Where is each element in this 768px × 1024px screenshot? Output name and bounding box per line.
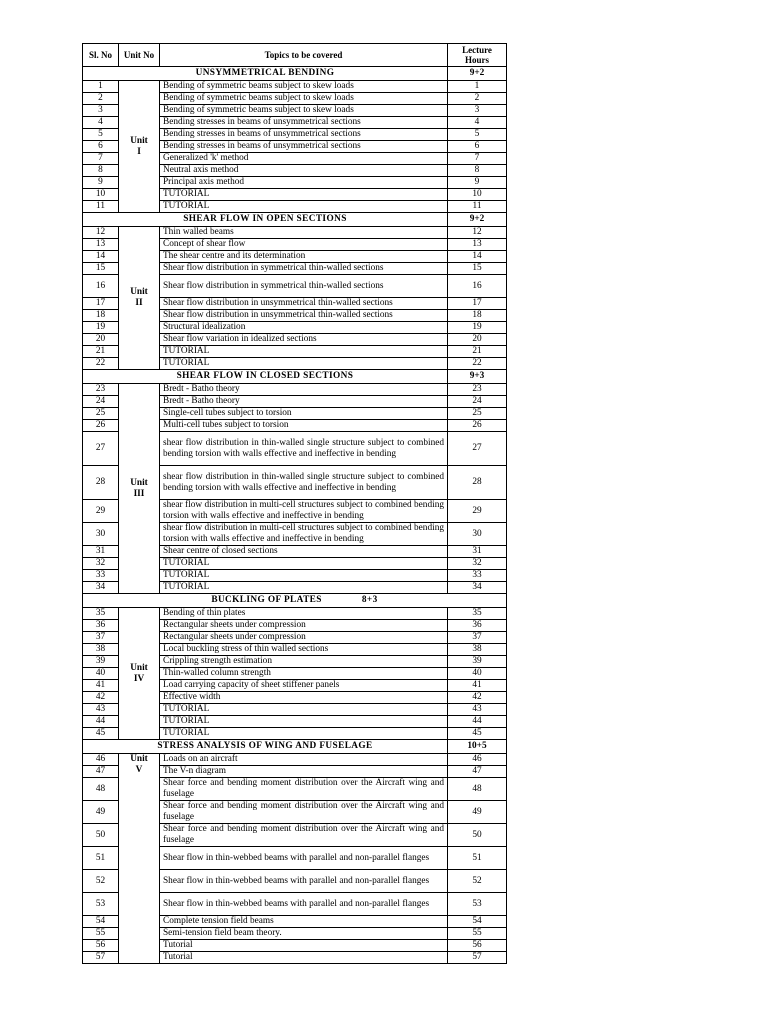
lecture-hour-cell: 38 [448, 644, 507, 656]
sl-no-cell: 32 [83, 558, 119, 570]
lecture-hour-cell: 32 [448, 558, 507, 570]
lecture-hour-cell: 31 [448, 546, 507, 558]
lecture-hour-cell: 42 [448, 692, 507, 704]
topic-cell: Local buckling stress of thin walled sections [160, 644, 448, 656]
topic-cell: Load carrying capacity of sheet stiffener panels [160, 680, 448, 692]
lecture-hour-cell: 45 [448, 728, 507, 740]
lecture-hour-cell: 25 [448, 408, 507, 420]
topic-cell: Semi-tension field beam theory. [160, 928, 448, 940]
topic-cell: Shear force and bending moment distribution over the Aircraft wing and fuselage [160, 801, 448, 824]
sl-no-cell: 9 [83, 177, 119, 189]
lecture-hour-cell: 5 [448, 129, 507, 141]
unit-cell: Unit V [119, 754, 160, 964]
topic-cell: Shear flow distribution in symmetrical thin-walled sections [160, 263, 448, 275]
topic-cell: The V-n diagram [160, 766, 448, 778]
topic-cell: Loads on an aircraft [160, 754, 448, 766]
lecture-hour-cell: 53 [448, 893, 507, 916]
lecture-hour-cell: 13 [448, 239, 507, 251]
lecture-hour-cell: 2 [448, 93, 507, 105]
topic-cell: Shear flow variation in idealized sections [160, 334, 448, 346]
sl-no-cell: 41 [83, 680, 119, 692]
topic-cell: Generalized 'k' method [160, 153, 448, 165]
sl-no-cell: 10 [83, 189, 119, 201]
sl-no-cell: 51 [83, 847, 119, 870]
topic-cell: Bending of symmetric beams subject to skew loads [160, 81, 448, 93]
section-header-row [83, 740, 507, 754]
topic-cell: Complete tension field beams [160, 916, 448, 928]
topic-cell: Bredt - Batho theory [160, 384, 448, 396]
topic-cell: Bending stresses in beams of unsymmetrical sections [160, 129, 448, 141]
header-topics: Topics to be covered [160, 44, 448, 67]
sl-no-cell: 44 [83, 716, 119, 728]
lecture-hour-cell: 57 [448, 952, 507, 964]
table-row [83, 754, 507, 766]
section-hours: 9+2 [448, 67, 507, 81]
topic-cell: Crippling strength estimation [160, 656, 448, 668]
lecture-hour-cell: 10 [448, 189, 507, 201]
lecture-hour-cell: 37 [448, 632, 507, 644]
sl-no-cell: 20 [83, 334, 119, 346]
lecture-hour-cell: 46 [448, 754, 507, 766]
sl-no-cell: 49 [83, 801, 119, 824]
lecture-hour-cell: 40 [448, 668, 507, 680]
sl-no-cell: 56 [83, 940, 119, 952]
topic-cell: TUTORIAL [160, 358, 448, 370]
sl-no-cell: 34 [83, 582, 119, 594]
topic-cell: shear flow distribution in multi-cell structures subject to combined bending torsion with walls effective and ineffective in bending [160, 523, 448, 546]
section-title: SHEAR FLOW IN CLOSED SECTIONS [83, 370, 448, 384]
topic-cell: Bending stresses in beams of unsymmetrical sections [160, 117, 448, 129]
topic-cell: Effective width [160, 692, 448, 704]
topic-cell: Shear force and bending moment distribution over the Aircraft wing and fuselage [160, 824, 448, 847]
lecture-hour-cell: 24 [448, 396, 507, 408]
lecture-hour-cell: 3 [448, 105, 507, 117]
sl-no-cell: 7 [83, 153, 119, 165]
lecture-hour-cell: 35 [448, 608, 507, 620]
sl-no-cell: 2 [83, 93, 119, 105]
sl-no-cell: 22 [83, 358, 119, 370]
sl-no-cell: 28 [83, 466, 119, 500]
sl-no-cell: 18 [83, 310, 119, 322]
lecture-hour-cell: 56 [448, 940, 507, 952]
topic-cell: Bending stresses in beams of unsymmetrical sections [160, 141, 448, 153]
section-title: STRESS ANALYSIS OF WING AND FUSELAGE [83, 740, 448, 754]
lecture-hour-cell: 1 [448, 81, 507, 93]
lecture-hour-cell: 28 [448, 466, 507, 500]
table-row [83, 81, 507, 93]
topic-cell: Single-cell tubes subject to torsion [160, 408, 448, 420]
topic-cell: Rectangular sheets under compression [160, 632, 448, 644]
topic-cell: The shear centre and its determination [160, 251, 448, 263]
topic-cell: Bending of symmetric beams subject to skew loads [160, 105, 448, 117]
section-header-row [83, 370, 507, 384]
topic-cell: TUTORIAL [160, 189, 448, 201]
sl-no-cell: 3 [83, 105, 119, 117]
topic-cell: Bredt - Batho theory [160, 396, 448, 408]
topic-cell: TUTORIAL [160, 570, 448, 582]
sl-no-cell: 43 [83, 704, 119, 716]
lecture-hour-cell: 43 [448, 704, 507, 716]
lecture-hour-cell: 29 [448, 500, 507, 523]
topic-cell: Thin-walled column strength [160, 668, 448, 680]
lecture-hour-cell: 48 [448, 778, 507, 801]
section-title: UNSYMMETRICAL BENDING [83, 67, 448, 81]
lecture-hour-cell: 16 [448, 275, 507, 298]
section-hours: 8+3 [361, 595, 378, 605]
sl-no-cell: 55 [83, 928, 119, 940]
sl-no-cell: 26 [83, 420, 119, 432]
sl-no-cell: 35 [83, 608, 119, 620]
topic-cell: TUTORIAL [160, 716, 448, 728]
lecture-hour-cell: 44 [448, 716, 507, 728]
sl-no-cell: 24 [83, 396, 119, 408]
sl-no-cell: 53 [83, 893, 119, 916]
topic-cell: TUTORIAL [160, 728, 448, 740]
topic-cell: shear flow distribution in thin-walled single structure subject to combined bending torsion with walls effective and ineffective in bending [160, 432, 448, 466]
table-row [83, 227, 507, 239]
sl-no-cell: 48 [83, 778, 119, 801]
lecture-hour-cell: 50 [448, 824, 507, 847]
sl-no-cell: 6 [83, 141, 119, 153]
topic-cell: TUTORIAL [160, 704, 448, 716]
sl-no-cell: 29 [83, 500, 119, 523]
lecture-hour-cell: 8 [448, 165, 507, 177]
lecture-hour-cell: 22 [448, 358, 507, 370]
unit-cell: Unit I [119, 81, 160, 213]
sl-no-cell: 57 [83, 952, 119, 964]
sl-no-cell: 8 [83, 165, 119, 177]
lecture-hour-cell: 27 [448, 432, 507, 466]
sl-no-cell: 40 [83, 668, 119, 680]
lecture-hour-cell: 54 [448, 916, 507, 928]
lecture-hour-cell: 26 [448, 420, 507, 432]
sl-no-cell: 46 [83, 754, 119, 766]
topic-cell: Neutral axis method [160, 165, 448, 177]
section-header-row [83, 67, 507, 81]
topic-cell: Shear flow in thin-webbed beams with parallel and non-parallel flanges [160, 847, 448, 870]
sl-no-cell: 12 [83, 227, 119, 239]
lecture-hour-cell: 51 [448, 847, 507, 870]
lecture-hour-cell: 9 [448, 177, 507, 189]
lecture-hour-cell: 15 [448, 263, 507, 275]
topic-cell: TUTORIAL [160, 582, 448, 594]
topic-cell: Tutorial [160, 952, 448, 964]
topic-cell: Shear force and bending moment distribution over the Aircraft wing and fuselage [160, 778, 448, 801]
topic-cell: shear flow distribution in thin-walled single structure subject to combined bending torsion with walls effective and ineffective in bending [160, 466, 448, 500]
unit-cell: Unit II [119, 227, 160, 370]
sl-no-cell: 30 [83, 523, 119, 546]
sl-no-cell: 50 [83, 824, 119, 847]
sl-no-cell: 27 [83, 432, 119, 466]
lecture-hour-cell: 36 [448, 620, 507, 632]
section-title: SHEAR FLOW IN OPEN SECTIONS [83, 213, 448, 227]
sl-no-cell: 52 [83, 870, 119, 893]
sl-no-cell: 4 [83, 117, 119, 129]
sl-no-cell: 19 [83, 322, 119, 334]
topic-cell: Bending of thin plates [160, 608, 448, 620]
topic-cell: Concept of shear flow [160, 239, 448, 251]
header-lecture-hours: Lecture Hours [448, 44, 507, 67]
lecture-hour-cell: 18 [448, 310, 507, 322]
lecture-hour-cell: 49 [448, 801, 507, 824]
sl-no-cell: 31 [83, 546, 119, 558]
section-header-row [83, 213, 507, 227]
unit-cell: Unit IV [119, 608, 160, 740]
sl-no-cell: 37 [83, 632, 119, 644]
lecture-hour-cell: 41 [448, 680, 507, 692]
section-hours: 9+3 [448, 370, 507, 384]
lecture-hour-cell: 52 [448, 870, 507, 893]
sl-no-cell: 33 [83, 570, 119, 582]
sl-no-cell: 16 [83, 275, 119, 298]
header-unit-no: Unit No [119, 44, 160, 67]
topic-cell: Shear flow in thin-webbed beams with parallel and non-parallel flanges [160, 893, 448, 916]
topic-cell: Shear flow distribution in unsymmetrical thin-walled sections [160, 310, 448, 322]
header-row [83, 44, 507, 67]
topic-cell: Rectangular sheets under compression [160, 620, 448, 632]
lecture-hour-cell: 7 [448, 153, 507, 165]
sl-no-cell: 21 [83, 346, 119, 358]
topic-cell: Principal axis method [160, 177, 448, 189]
topic-cell: Multi-cell tubes subject to torsion [160, 420, 448, 432]
topic-cell: Shear flow distribution in unsymmetrical thin-walled sections [160, 298, 448, 310]
lecture-hour-cell: 47 [448, 766, 507, 778]
section-hours: 9+2 [448, 213, 507, 227]
sl-no-cell: 11 [83, 201, 119, 213]
lecture-hour-cell: 14 [448, 251, 507, 263]
table-body [83, 67, 507, 964]
topic-cell: Bending of symmetric beams subject to skew loads [160, 93, 448, 105]
section-header-row [83, 594, 507, 608]
lecture-hour-cell: 30 [448, 523, 507, 546]
sl-no-cell: 42 [83, 692, 119, 704]
sl-no-cell: 25 [83, 408, 119, 420]
lecture-hour-cell: 11 [448, 201, 507, 213]
lecture-plan-table [82, 43, 507, 964]
sl-no-cell: 13 [83, 239, 119, 251]
section-title-text: BUCKLING OF PLATES [211, 595, 322, 605]
sl-no-cell: 5 [83, 129, 119, 141]
lecture-hour-cell: 39 [448, 656, 507, 668]
sl-no-cell: 54 [83, 916, 119, 928]
sl-no-cell: 47 [83, 766, 119, 778]
header-sl-no: Sl. No [83, 44, 119, 67]
table-row [83, 384, 507, 396]
sl-no-cell: 15 [83, 263, 119, 275]
lecture-hour-cell: 34 [448, 582, 507, 594]
sl-no-cell: 14 [83, 251, 119, 263]
sl-no-cell: 23 [83, 384, 119, 396]
unit-cell: Unit III [119, 384, 160, 594]
topic-cell: TUTORIAL [160, 201, 448, 213]
lecture-hour-cell: 12 [448, 227, 507, 239]
sl-no-cell: 45 [83, 728, 119, 740]
topic-cell: Thin walled beams [160, 227, 448, 239]
section-hours: 10+5 [448, 740, 507, 754]
lecture-hour-cell: 21 [448, 346, 507, 358]
topic-cell: Shear flow in thin-webbed beams with parallel and non-parallel flanges [160, 870, 448, 893]
sl-no-cell: 39 [83, 656, 119, 668]
lecture-hour-cell: 19 [448, 322, 507, 334]
lecture-hour-cell: 17 [448, 298, 507, 310]
table-row [83, 608, 507, 620]
lecture-hour-cell: 23 [448, 384, 507, 396]
lecture-hour-cell: 6 [448, 141, 507, 153]
topic-cell: Tutorial [160, 940, 448, 952]
sl-no-cell: 36 [83, 620, 119, 632]
topic-cell: TUTORIAL [160, 558, 448, 570]
topic-cell: TUTORIAL [160, 346, 448, 358]
lecture-hour-cell: 33 [448, 570, 507, 582]
topic-cell: Structural idealization [160, 322, 448, 334]
topic-cell: Shear centre of closed sections [160, 546, 448, 558]
sl-no-cell: 1 [83, 81, 119, 93]
section-title [83, 594, 507, 608]
lecture-hour-cell: 55 [448, 928, 507, 940]
topic-cell: Shear flow distribution in symmetrical thin-walled sections [160, 275, 448, 298]
sl-no-cell: 17 [83, 298, 119, 310]
lecture-hour-cell: 4 [448, 117, 507, 129]
topic-cell: shear flow distribution in multi-cell structures subject to combined bending torsion with walls effective and ineffective in bending [160, 500, 448, 523]
lecture-hour-cell: 20 [448, 334, 507, 346]
sl-no-cell: 38 [83, 644, 119, 656]
